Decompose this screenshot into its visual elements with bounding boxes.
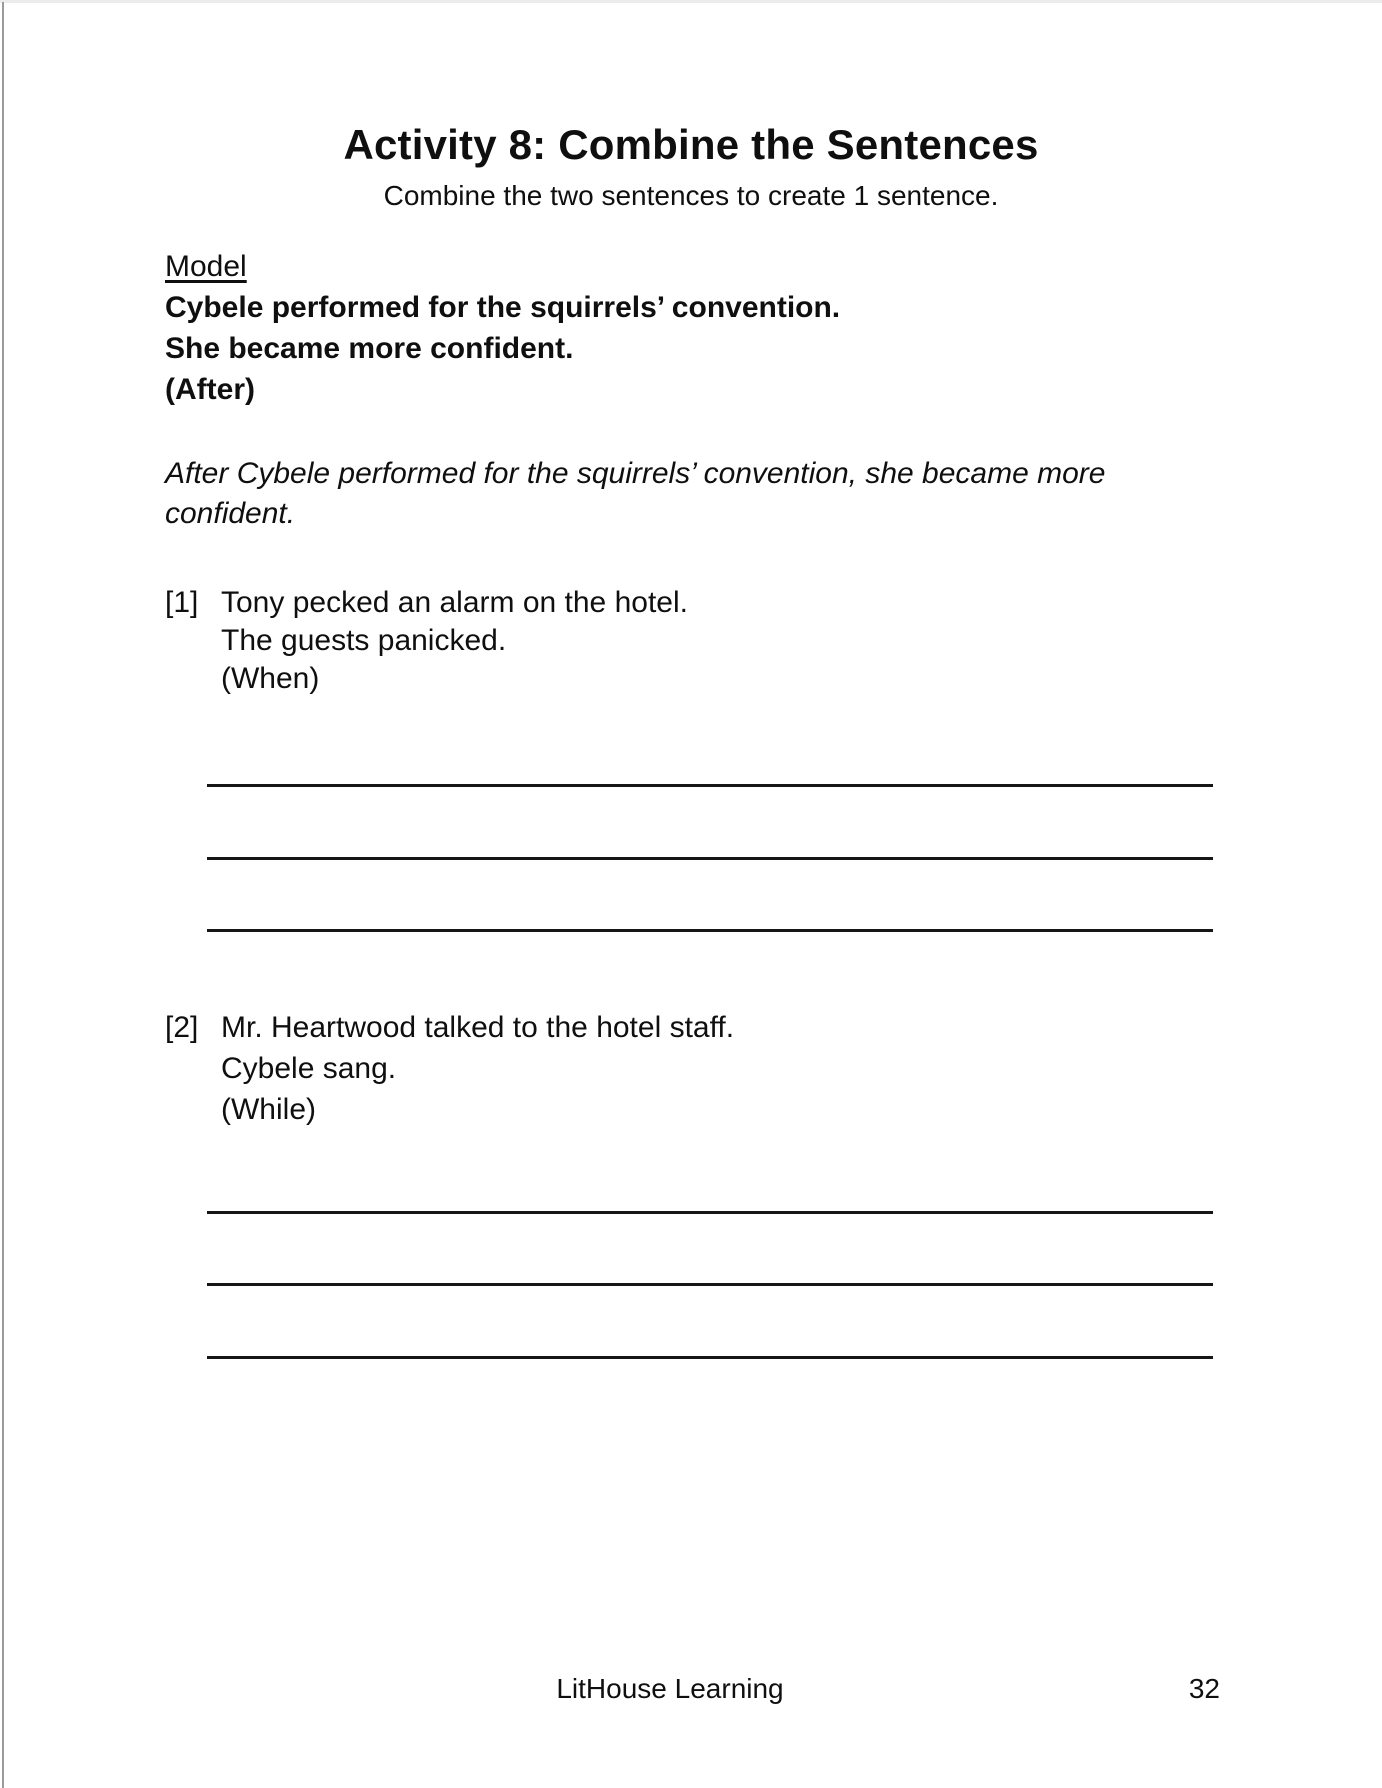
exercise-2-sentence-1: Mr. Heartwood talked to the hotel staff.: [221, 1011, 735, 1044]
model-sentence-1: Cybele performed for the squirrels’ convention.: [165, 291, 841, 324]
exercise-1-sentence-2: The guests panicked.: [221, 624, 507, 657]
exercise-2-sentences: [221, 1007, 734, 1130]
exercise-1-answer-line-2: [207, 857, 1213, 860]
exercise-1-sentences: [221, 584, 688, 698]
exercise-2: [165, 1007, 734, 1130]
page-left-edge: [2, 2, 4, 1788]
exercise-1-answer-line-3: [207, 929, 1213, 932]
page-top-edge: [0, 0, 1382, 3]
exercise-1-conjunction: (When): [221, 662, 320, 695]
model-section: [165, 246, 840, 410]
footer-brand: LitHouse Learning: [556, 1673, 784, 1704]
exercise-2-answer-line-3: [207, 1356, 1213, 1359]
exercise-2-number: [2]: [165, 1011, 199, 1044]
model-label: Model: [165, 250, 247, 283]
exercise-2-answer-line-2: [207, 1283, 1213, 1286]
activity-title: Activity 8: Combine the Sentences: [343, 121, 1039, 168]
model-combined-answer: After Cybele performed for the squirrels’ convention, she became more confident.: [165, 457, 1106, 530]
model-conjunction: (After): [165, 373, 255, 406]
model-sentence-2: She became more confident.: [165, 332, 574, 365]
exercise-1: [165, 584, 688, 698]
exercise-2-sentence-2: Cybele sang.: [221, 1052, 397, 1085]
exercise-2-conjunction: (While): [221, 1093, 316, 1126]
activity-instructions: Combine the two sentences to create 1 sentence.: [383, 180, 999, 211]
exercise-2-answer-line-1: [207, 1211, 1213, 1214]
exercise-1-answer-line-1: [207, 784, 1213, 787]
exercise-1-sentence-1: Tony pecked an alarm on the hotel.: [221, 586, 688, 619]
exercise-1-number: [1]: [165, 586, 199, 619]
footer-page-number: 32: [1188, 1673, 1220, 1704]
